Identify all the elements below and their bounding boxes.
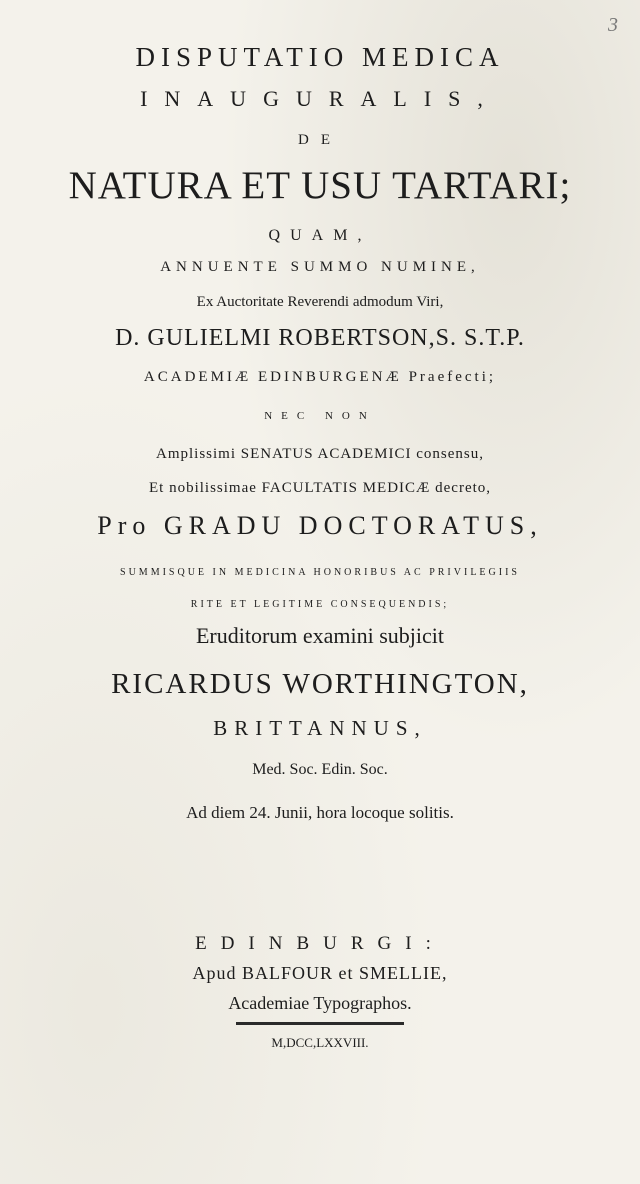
- date-line: Ad diem 24. Junii, hora locoque solitis.: [186, 803, 454, 822]
- subject-title: NATURA ET USU TARTARI;: [68, 164, 572, 207]
- page-number-mark: 3: [608, 14, 618, 36]
- title-line-disputatio: DISPUTATIO MEDICA: [135, 42, 505, 72]
- pro-gradu-line: Pro GRADU DOCTORATUS,: [97, 511, 543, 540]
- annuente-line: ANNUENTE SUMMO NUMINE,: [160, 259, 480, 275]
- nationality-line: BRITTANNUS,: [213, 716, 427, 740]
- printers-line: Apud BALFOUR et SMELLIE,: [192, 963, 448, 983]
- quam-line: QUAM,: [268, 227, 372, 244]
- city-line: EDINBURGI:: [195, 933, 445, 954]
- summisque-line: SUMMISQUE IN MEDICINA HONORIBUS AC PRIVILEGIIS: [120, 567, 520, 578]
- title-line-inauguralis: INAUGURALIS,: [140, 86, 500, 111]
- academiae-line: ACADEMIÆ EDINBURGENÆ Praefecti;: [143, 369, 497, 385]
- societies-line: Med. Soc. Edin. Soc.: [252, 761, 388, 778]
- auctoritate-line: Ex Auctoritate Reverendi admodum Viri,: [196, 294, 444, 310]
- facultatis-line: Et nobilissimae FACULTATIS MEDICÆ decreto,: [148, 480, 492, 496]
- printers-role-line: Academiae Typographos.: [228, 993, 412, 1013]
- imprint-year: M,DCC,LXXVIII.: [271, 1035, 369, 1050]
- divider-rule: [236, 1022, 404, 1025]
- eruditorum-line: Eruditorum examini subjicit: [195, 623, 445, 648]
- senatus-line: Amplissimi SENATUS ACADEMICI consensu,: [155, 446, 485, 462]
- author-name: RICARDUS WORTHINGTON,: [111, 668, 529, 700]
- title-de: DE: [298, 132, 342, 148]
- nec-non-line: NEC NON: [264, 410, 376, 422]
- robertson-name: D. GULIELMI ROBERTSON,S. S.T.P.: [115, 325, 525, 351]
- rite-line: RITE ET LEGITIME CONSEQUENDIS;: [190, 599, 450, 610]
